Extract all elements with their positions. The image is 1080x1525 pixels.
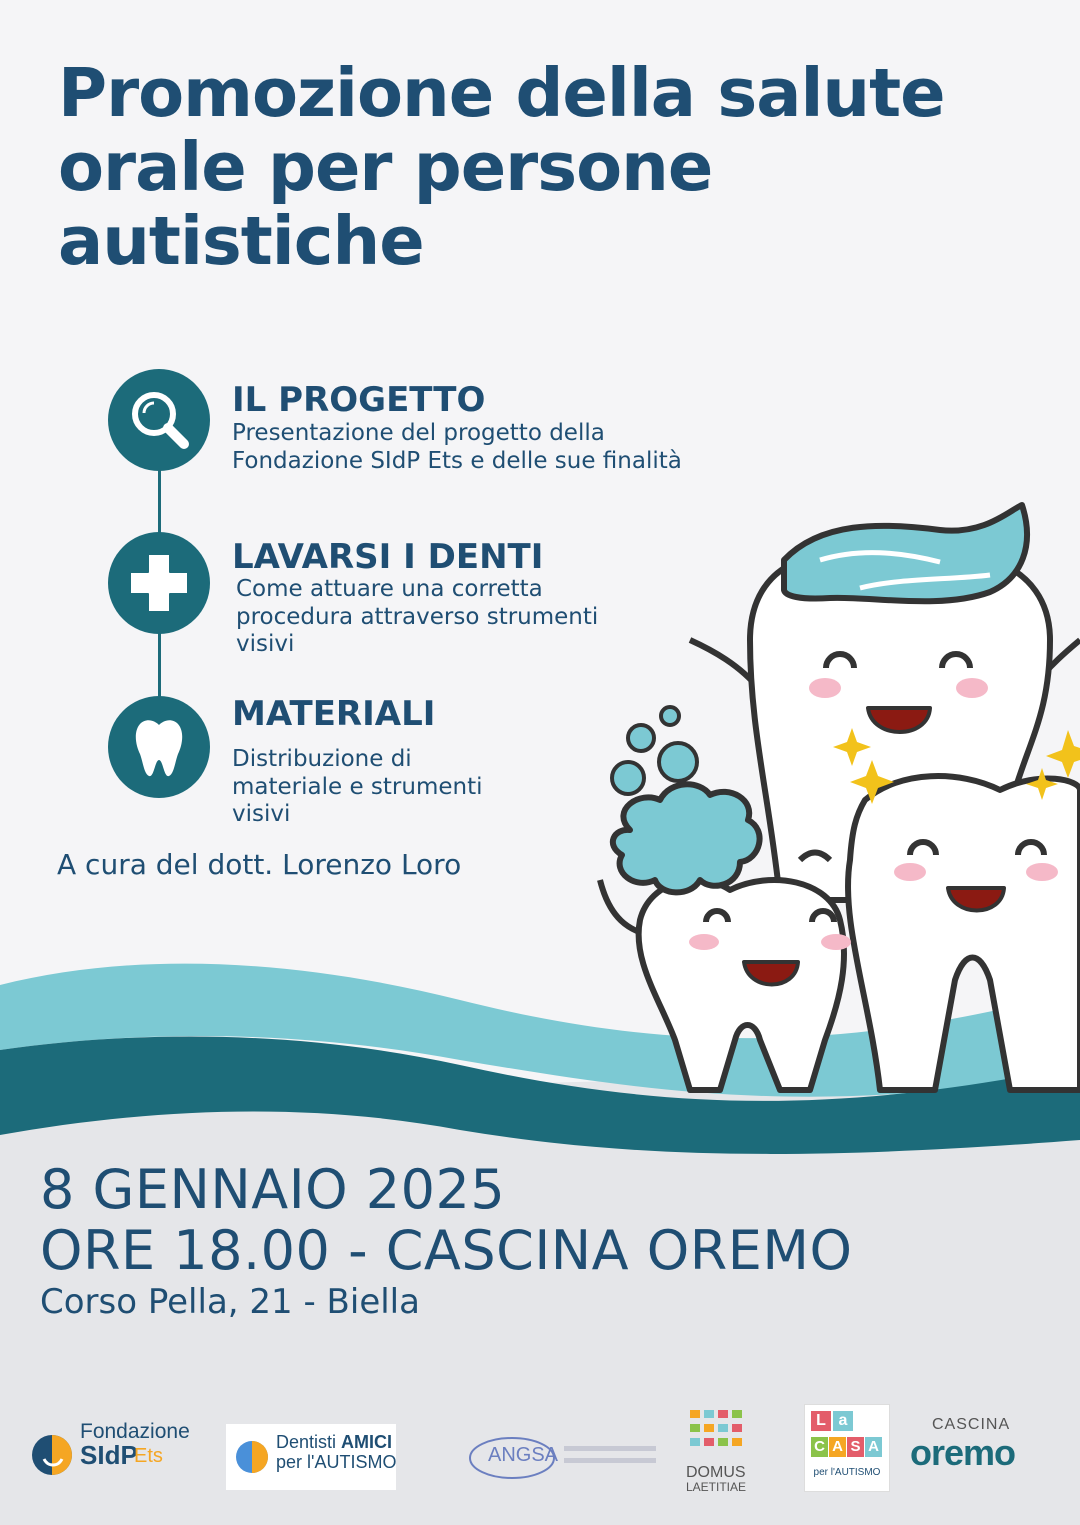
tooth-character-right	[848, 776, 1080, 1090]
cascina-line2: oremo	[910, 1432, 1016, 1473]
lacasa-letter: C	[811, 1437, 828, 1457]
cascina-oremo-logo	[910, 1416, 1040, 1486]
desc-line: procedura attraverso strumenti	[236, 603, 599, 630]
sidp-logo	[30, 1420, 210, 1490]
event-time-place: ORE 18.00 - CASCINA OREMO	[40, 1219, 853, 1282]
desc-line: Come attuare una corretta	[236, 576, 543, 602]
domus-line2: LAETITIAE	[686, 1480, 747, 1494]
dentisti-amici-logo	[226, 1424, 396, 1490]
dentisti-line2: per l'AUTISMO	[276, 1452, 397, 1472]
dentisti-line1b: AMICI	[341, 1432, 393, 1452]
desc-line: Fondazione SIdP Ets e delle sue finalità	[232, 447, 682, 474]
domus-line1: DOMUS	[686, 1464, 746, 1481]
lacasa-letter: a	[833, 1411, 853, 1431]
desc-line: visivi	[232, 801, 291, 827]
cascina-line1: CASCINA	[932, 1416, 1011, 1433]
desc-line: materiale e strumenti	[232, 773, 483, 800]
la-casa-logo	[804, 1404, 890, 1492]
angsa-subtext-bar	[564, 1446, 656, 1451]
angsa-subtext-bar	[564, 1458, 656, 1463]
lacasa-letter: A	[865, 1437, 882, 1457]
event-date: 8 GENNAIO 2025	[40, 1158, 506, 1221]
curator-text: A cura del dott. Lorenzo Loro	[57, 848, 462, 881]
foam	[613, 784, 760, 892]
item-title-lavarsi: LAVARSI I DENTI	[232, 537, 544, 577]
desc-line: Presentazione del progetto della	[232, 420, 605, 446]
event-address: Corso Pella, 21 - Biella	[40, 1282, 420, 1322]
title-line: autistiche	[58, 202, 424, 280]
domus-figures	[684, 1406, 754, 1456]
lacasa-letter: A	[829, 1437, 846, 1457]
title-line: Promozione della salute	[58, 54, 945, 132]
lacasa-letter: S	[847, 1437, 864, 1457]
sidp-line2: SIdP	[80, 1440, 138, 1470]
title-line: orale per persone	[58, 128, 713, 206]
item-title-materiali: MATERIALI	[232, 694, 436, 734]
sidp-mark	[30, 1425, 80, 1485]
lacasa-letter: L	[811, 1411, 831, 1431]
lacasa-tagline: per l'AUTISMO	[813, 1467, 881, 1478]
angsa-name: ANGSA	[488, 1444, 559, 1466]
bubbles	[612, 707, 697, 794]
angsa-logo	[432, 1432, 662, 1484]
domus-laetitiae-logo	[684, 1406, 754, 1496]
sidp-line3: Ets	[134, 1445, 163, 1467]
desc-line: Distribuzione di	[232, 746, 412, 772]
dentisti-mark	[232, 1432, 272, 1482]
item-title-progetto: IL PROGETTO	[232, 380, 486, 420]
dentisti-line1a: Dentisti	[276, 1432, 342, 1452]
desc-line: visivi	[236, 631, 295, 657]
sidp-line1: Fondazione	[80, 1420, 190, 1443]
